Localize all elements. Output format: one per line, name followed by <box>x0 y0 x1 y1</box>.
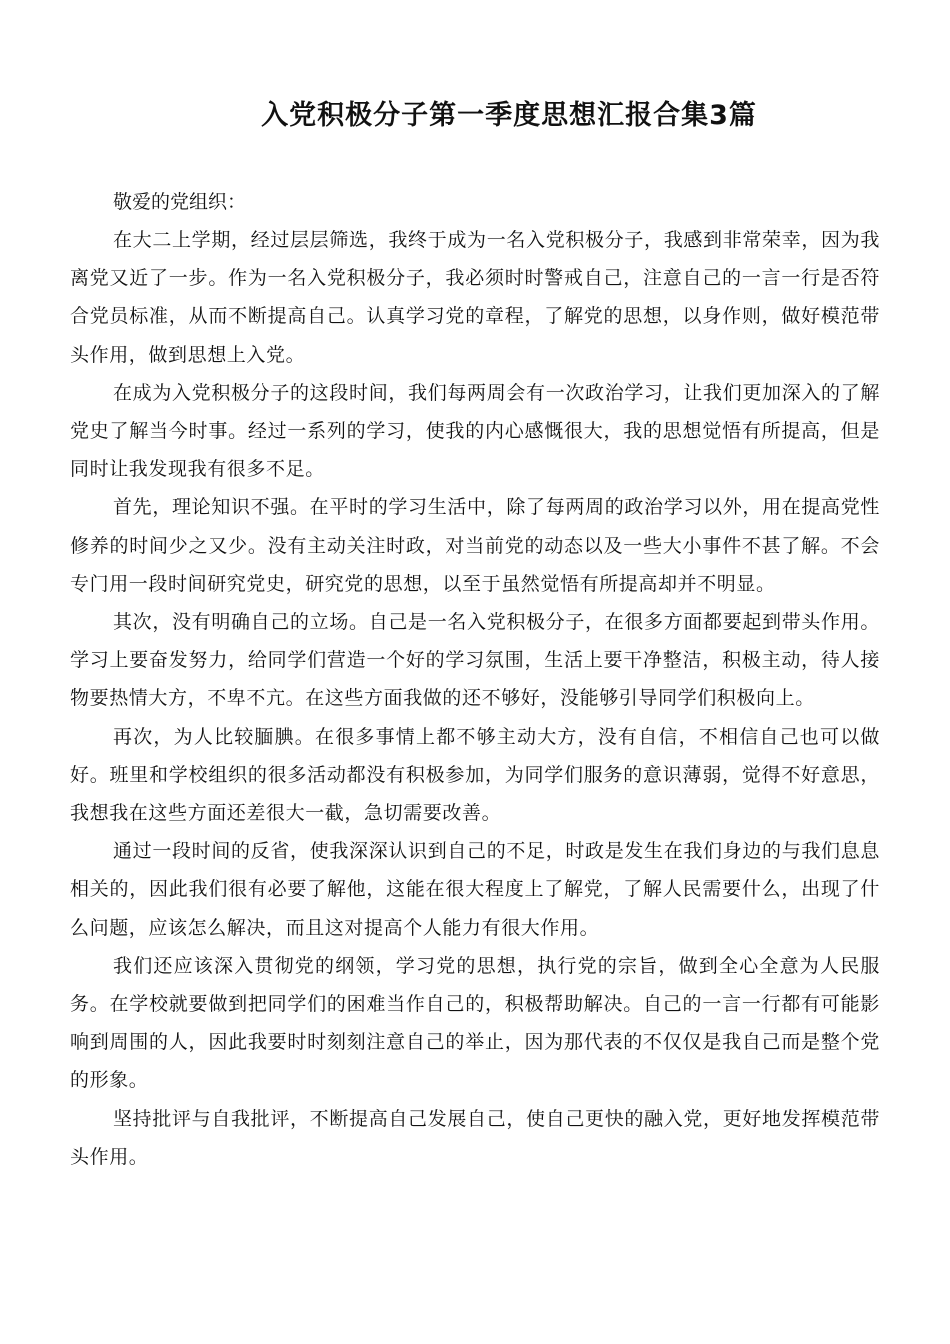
paragraph: 我们还应该深入贯彻党的纲领，学习党的思想，执行党的宗旨，做到全心全意为人民服务。在学校就要做到把同学们的困难当作自己的，积极帮助解决。自己的一言一行都有可能影响到周围的人，因此我要时时刻刻注意自己的举止，因为那代表的不仅仅是我自己而是整个党的形象。 <box>70 954 880 1092</box>
paragraph: 通过一段时间的反省，使我深深认识到自己的不足，时政是发生在我们身边的与我们息息相关的，因此我们很有必要了解他，这能在很大程度上了解党，了解人民需要什么，出现了什么问题，应该怎么解决，而且这对提高个人能力有很大作用。 <box>70 840 880 939</box>
paragraph: 在成为入党积极分子的这段时间，我们每两周会有一次政治学习，让我们更加深入的了解党史了解当今时事。经过一系列的学习，使我的内心感慨很大，我的思想觉悟有所提高，但是同时让我发现我有很多不足。 <box>70 381 880 481</box>
salutation: 敬爱的党组织： <box>113 191 247 213</box>
paragraph: 在大二上学期，经过层层筛选，我终于成为一名入党积极分子，我感到非常荣幸，因为我离党又近了一步。作为一名入党积极分子，我必须时时警戒自己，注意自己的一言一行是否符合党员标准，从而不断提高自己。认真学习党的章程，了解党的思想，以身作则，做好模范带头作用，做到思想上入党。 <box>70 229 880 366</box>
paragraph: 再次，为人比较腼腆。在很多事情上都不够主动大方，没有自信，不相信自己也可以做好。班里和学校组织的很多活动都没有积极参加，为同学们服务的意识薄弱，觉得不好意思，我想我在这些方面还差很大一截，急切需要改善。 <box>70 725 880 825</box>
document-title: 入党积极分子第一季度思想汇报合集3篇 <box>261 100 757 131</box>
document-body <box>70 183 880 1176</box>
paragraph: 其次，没有明确自己的立场。自己是一名入党积极分子，在很多方面都要起到带头作用。学习上要奋发努力，给同学们营造一个好的学习氛围，生活上要干净整洁，积极主动，待人接物要热情大方，不卑不亢。在这些方面我做的还不够好，没能够引导同学们积极向上。 <box>70 611 880 710</box>
paragraph: 坚持批评与自我批评，不断提高自己发展自己，使自己更快的融入党，更好地发挥模范带头作用。 <box>70 1107 880 1168</box>
paragraph: 首先，理论知识不强。在平时的学习生活中，除了每两周的政治学习以外，用在提高党性修养的时间少之又少。没有主动关注时政，对当前党的动态以及一些大小事件不甚了解。不会专门用一段时间研究党史，研究党的思想，以至于虽然觉悟有所提高却并不明显。 <box>70 496 880 595</box>
